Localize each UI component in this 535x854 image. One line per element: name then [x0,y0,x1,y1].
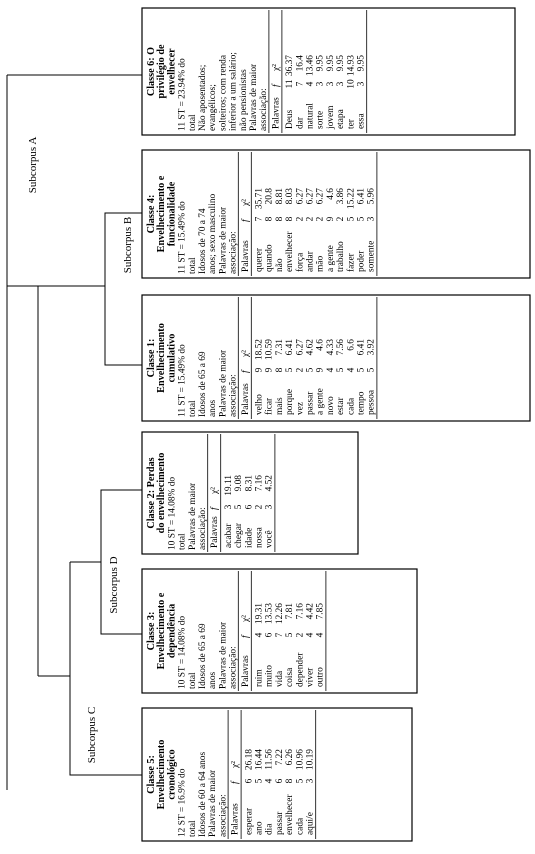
class6-info-line: Palavras de maior [249,63,259,131]
class1-chi-cell: 6.41 [285,339,296,356]
class6-chi-cell: 9.95 [325,55,336,72]
class4-f-cell: 2 [315,216,326,222]
class5-header-words: Palavras [230,803,241,835]
class5-f-cell: 3 [305,778,316,784]
class6-f-cell: 3 [356,81,367,87]
class3-word-cell: viver [305,667,316,687]
subcorpus-c-label: Subcorpus C [86,706,98,764]
class3-f-cell: 4 [315,632,326,638]
class2-box [142,432,358,554]
class1-chi-cell: 6.6 [346,339,357,351]
branch-class5-line [70,676,142,775]
class2-f-cell: 6 [244,504,255,510]
class4-chi-cell: 35.71 [254,188,265,210]
class1-f-cell: 4 [346,367,357,373]
class1-info-line: total [187,400,198,417]
class3-info-line: associação: [228,646,239,689]
class4-title-line: funcionalidade [166,181,178,247]
class5-f-cell: 5 [295,778,306,784]
class4-chi-cell: 3.86 [336,188,347,205]
class6-info-line: associação: [259,88,270,131]
class1-word-cell: vez [295,401,306,415]
class5-word-cell: aqui/e [305,812,316,835]
class6-f-cell: 7 [295,81,306,87]
class3-f-cell: 4 [254,632,265,638]
class1-f-cell: 4 [325,367,336,373]
class2-info-line: total [177,533,188,550]
class2-chi-cell: 4.52 [264,475,275,492]
class5-info-line: associação: [218,794,229,837]
class6-f-cell: 3 [336,81,347,87]
class3-info-line: anos [208,671,219,689]
class5-word-cell: envelhecer [285,794,296,835]
class4-box [142,150,530,278]
class4-f-cell: 9 [325,216,336,222]
class3-chi-cell: 12.26 [274,603,285,625]
class4-f-cell: 8 [285,216,296,222]
class5-title-line: Classe 5: [146,755,157,794]
class1-title-line: Classe 1: [146,338,157,378]
class4-info-line: anos; sexo masculino [208,193,219,274]
class4-f-cell: 8 [264,216,275,222]
class3-box [142,569,417,693]
class1-word-cell: mais [274,397,285,415]
class1-info-line: associação: [228,374,239,417]
class3-f-cell: 7 [274,632,285,638]
class4-info-line: 11 ST = 15.49% do [177,201,188,274]
class4-info-line: Idosos de 70 a 74 [198,208,208,274]
class4-word-cell: quando [264,244,275,272]
class1-word-cell: velho [254,394,265,415]
subcorpus-d-label: Subcorpus D [108,556,120,614]
class1-word-cell: cada [346,397,357,415]
class6-f-cell: 11 [285,79,296,89]
class6-info-line: 11 ST = 23.94% do [177,58,188,131]
class4-chi-cell: 8.81 [274,188,285,205]
subcorpus-b-label: Subcorpus B [122,216,134,274]
class1-word-cell: pessoa [366,390,377,415]
class4-f-cell: 5 [356,216,367,222]
class3-header-words: Palavras [240,655,251,687]
class6-box [142,8,515,135]
class4-word-cell: fazer [346,253,357,272]
class5-chi-cell: 10.19 [305,749,316,771]
class6-chi-cell: 9.95 [315,55,326,72]
class1-word-cell: ficar [264,397,275,415]
class1-info-line: anos [208,399,219,417]
class3-header-f: f [240,635,251,638]
class4-chi-cell: 15.22 [346,188,357,210]
class5-f-cell: 6 [274,778,285,784]
class1-word-cell: estar [336,397,347,415]
class6-word-cell: Deus [285,109,296,129]
class2-chi-cell: 8.31 [244,475,255,492]
class3-word-cell: ruim [254,669,265,687]
class4-word-cell: somente [366,240,377,272]
class3-info-line: total [187,672,198,689]
class4-f-cell: 3 [366,216,377,222]
class3-word-cell: depender [295,652,306,687]
class2-word-cell: você [264,530,275,548]
class2-f-cell: 2 [254,504,265,510]
class4-f-cell: 2 [336,216,347,222]
class1-chi-cell: 6.27 [295,339,306,356]
class5-word-cell: dia [264,823,275,835]
branch-d-line [38,562,70,676]
class1-f-cell: 9 [254,367,265,373]
class6-f-cell: 10 [346,79,357,89]
class4-chi-cell: 6.27 [315,188,326,205]
class6-chi-cell: 16.4 [295,55,306,72]
class3-chi-cell: 13.53 [264,603,275,625]
class6-chi-cell: 13.46 [305,55,316,77]
class1-chi-cell: 3.92 [366,339,377,356]
class1-box [142,295,530,421]
class2-chi-cell: 19.11 [223,475,234,496]
class1-word-cell: passar [305,391,316,415]
class5-word-cell: cada [295,817,306,835]
class1-f-cell: 5 [285,367,296,373]
class3-info-line: Palavras de maior [218,621,229,689]
class5-chi-cell: 7.22 [274,749,285,766]
class1-f-cell: 5 [366,367,377,373]
class1-word-cell: tempo [356,391,367,415]
class1-info-line: Palavras de maior [218,349,229,417]
class4-word-cell: querer [254,248,265,272]
class6-info-line: inferior a um salário; [228,52,239,131]
class1-title-line: Envelhecimento [156,323,168,393]
class6-chi-cell: 9.95 [356,55,367,72]
class4-header-chi: χ² [240,199,251,206]
class3-chi-cell: 7.85 [315,603,326,620]
class1-info-line: Idosos de 65 a 69 [198,351,208,417]
class1-f-cell: 5 [305,367,316,373]
class1-f-cell: 5 [336,367,347,373]
class5-chi-cell: 26.18 [244,749,255,771]
class4-word-cell: poder [356,250,367,272]
class5-f-cell: 4 [264,778,275,784]
class6-word-cell: natural [305,102,316,129]
class1-header-words: Palavras [240,383,251,415]
class1-chi-cell: 6.41 [356,339,367,356]
class3-word-cell: muito [264,665,275,687]
class4-title-line: Classe 4: [146,194,157,234]
class6-title-line: privilégio de [156,44,168,99]
class2-title-line: Classe 2: Perdas [146,457,157,529]
class4-f-cell: 8 [274,216,285,222]
class4-f-cell: 5 [346,216,357,222]
class5-info-line: total [187,820,198,837]
class5-title-line: Envelhecimento [156,739,168,810]
class6-header-words: Palavras [271,97,282,129]
class5-chi-cell: 10.96 [295,749,306,771]
class3-title-line: dependência [166,603,178,659]
class2-f-cell: 3 [223,504,234,510]
subcorpus-a-label: Subcorpus A [27,136,39,194]
class1-f-cell: 9 [264,367,275,373]
class2-word-cell: chegar [234,523,245,548]
class3-title-line: Classe 3: [146,611,157,651]
class4-title-line: Envelhecimento e [156,175,168,253]
class2-header-f: f [210,507,221,510]
class2-info-line: Palavras de maior [187,482,198,550]
class4-info-line: associação: [228,231,239,274]
class4-chi-cell: 8.03 [285,188,296,205]
class6-info-line: evangélicos; [208,84,219,131]
class5-f-cell: 8 [285,778,296,784]
class3-header-chi: χ² [240,615,251,622]
class1-chi-cell: 18.52 [254,339,265,361]
class5-info-line: Palavras de maior [208,769,219,837]
class4-header-words: Palavras [240,240,251,272]
class3-f-cell: 5 [285,632,296,638]
class1-chi-cell: 4.6 [315,339,326,351]
class2-info-line: associação: [198,507,208,550]
class4-info-line: Palavras de maior [218,206,229,274]
class6-word-cell: etapa [336,109,347,129]
class4-f-cell: 2 [295,216,306,222]
class1-title-line: cumulativo [166,333,178,383]
class5-box [142,708,412,841]
class1-f-cell: 2 [295,367,306,373]
class5-f-cell: 5 [254,778,265,784]
class2-info-line: 10 ST = 14.08% do [167,476,178,550]
class1-header-chi: χ² [240,350,251,357]
class2-header-chi: χ² [210,487,221,494]
class4-word-cell: força [295,252,306,272]
class6-chi-cell: 36.37 [285,55,296,77]
class1-chi-cell: 4.62 [305,339,316,356]
class4-header-f: f [240,219,251,222]
class2-chi-cell: 9.08 [234,475,245,492]
class1-header-f: f [240,370,251,373]
class6-word-cell: sorte [315,110,326,129]
class3-chi-cell: 19.31 [254,603,265,625]
class3-chi-cell: 7.16 [295,603,306,620]
class5-word-cell: ano [254,821,265,835]
class2-title-line: do envelhecimento [156,452,168,534]
class1-chi-cell: 7.31 [274,339,285,356]
class6-info-line: solteiros; com renda [218,54,229,131]
class3-f-cell: 2 [295,632,306,638]
class4-word-cell: mão [315,255,326,272]
class1-word-cell: novo [325,396,336,415]
class1-word-cell: a gente [315,388,326,415]
class4-chi-cell: 4.6 [325,188,336,200]
class4-word-cell: andar [305,251,316,272]
class2-header-words: Palavras [210,516,221,548]
branch-b-lower-line [38,286,142,365]
class6-word-cell: jovem [325,105,336,129]
class5-f-cell: 6 [244,778,255,784]
class4-word-cell: a gente [325,245,336,272]
class3-word-cell: vida [274,670,285,687]
class5-chi-cell: 11.56 [264,749,275,770]
class2-word-cell: nossa [254,527,265,548]
class4-chi-cell: 5.96 [366,188,377,205]
class6-info-line: Não aposentados; [198,64,208,131]
class6-title-line: Classe 6: O [146,46,157,97]
class1-chi-cell: 4.33 [325,339,336,356]
class4-word-cell: não [274,258,285,272]
class1-info-line: 11 ST = 15.49% do [177,344,188,417]
class6-header-chi: χ² [271,64,282,71]
class4-info-line: total [187,257,198,274]
class1-chi-cell: 7.56 [336,339,347,356]
class6-word-cell: ter [346,119,357,129]
class5-header-f: f [230,781,241,784]
branch-subcorpus-c-line [7,286,38,676]
class2-f-cell: 3 [264,504,275,510]
class6-chi-cell: 14.93 [346,55,357,77]
class1-f-cell: 5 [356,367,367,373]
class4-f-cell: 2 [305,216,316,222]
class4-chi-cell: 20.8 [264,188,275,205]
class1-word-cell: porque [285,388,296,415]
class5-word-cell: esperar [244,807,255,835]
class4-chi-cell: 6.41 [356,188,367,205]
class3-word-cell: outro [315,667,326,687]
class1-chi-cell: 10.59 [264,339,275,361]
class5-chi-cell: 6.26 [285,749,296,766]
class6-chi-cell: 9.95 [336,55,347,72]
class5-title-line: cronológico [166,749,178,800]
class3-word-cell: coisa [285,667,296,687]
class4-chi-cell: 6.27 [305,188,316,205]
class2-word-cell: idade [244,527,255,548]
branch-class2-line [70,490,142,562]
class6-info-line: não pensionistas [238,69,249,131]
class6-f-cell: 3 [325,81,336,87]
class3-f-cell: 6 [264,632,275,638]
class2-f-cell: 5 [234,504,245,510]
class6-word-cell: dar [295,117,306,129]
class1-f-cell: 8 [274,367,285,373]
class4-f-cell: 7 [254,216,265,222]
class4-word-cell: trabalho [336,241,347,272]
class6-f-cell: 4 [305,81,316,87]
class5-word-cell: passar [274,811,285,835]
class6-info-line: total [187,114,198,131]
class3-info-line: Idosos de 65 a 69 [198,623,208,689]
class6-title-line: envelhecer [166,48,178,95]
class3-f-cell: 4 [305,632,316,638]
class3-title-line: Envelhecimento e [156,592,168,670]
class6-word-cell: essa [356,113,367,129]
class5-info-line: Idosos de 60 a 64 anos [198,751,208,837]
class4-chi-cell: 6.27 [295,188,306,205]
class3-chi-cell: 7.81 [285,603,296,620]
class5-info-line: 12 ST = 16.9% do [177,768,188,837]
class3-info-line: 10 ST = 14.08% do [177,615,188,689]
class6-f-cell: 3 [315,81,326,87]
class2-word-cell: acabar [223,523,234,548]
class3-chi-cell: 4.42 [305,603,316,620]
class1-f-cell: 9 [315,367,326,373]
class6-header-f: f [271,84,282,87]
class5-header-chi: χ² [230,761,241,768]
class5-chi-cell: 16.44 [254,749,265,771]
class2-chi-cell: 7.16 [254,475,265,492]
class4-word-cell: envelhecer [285,231,296,272]
